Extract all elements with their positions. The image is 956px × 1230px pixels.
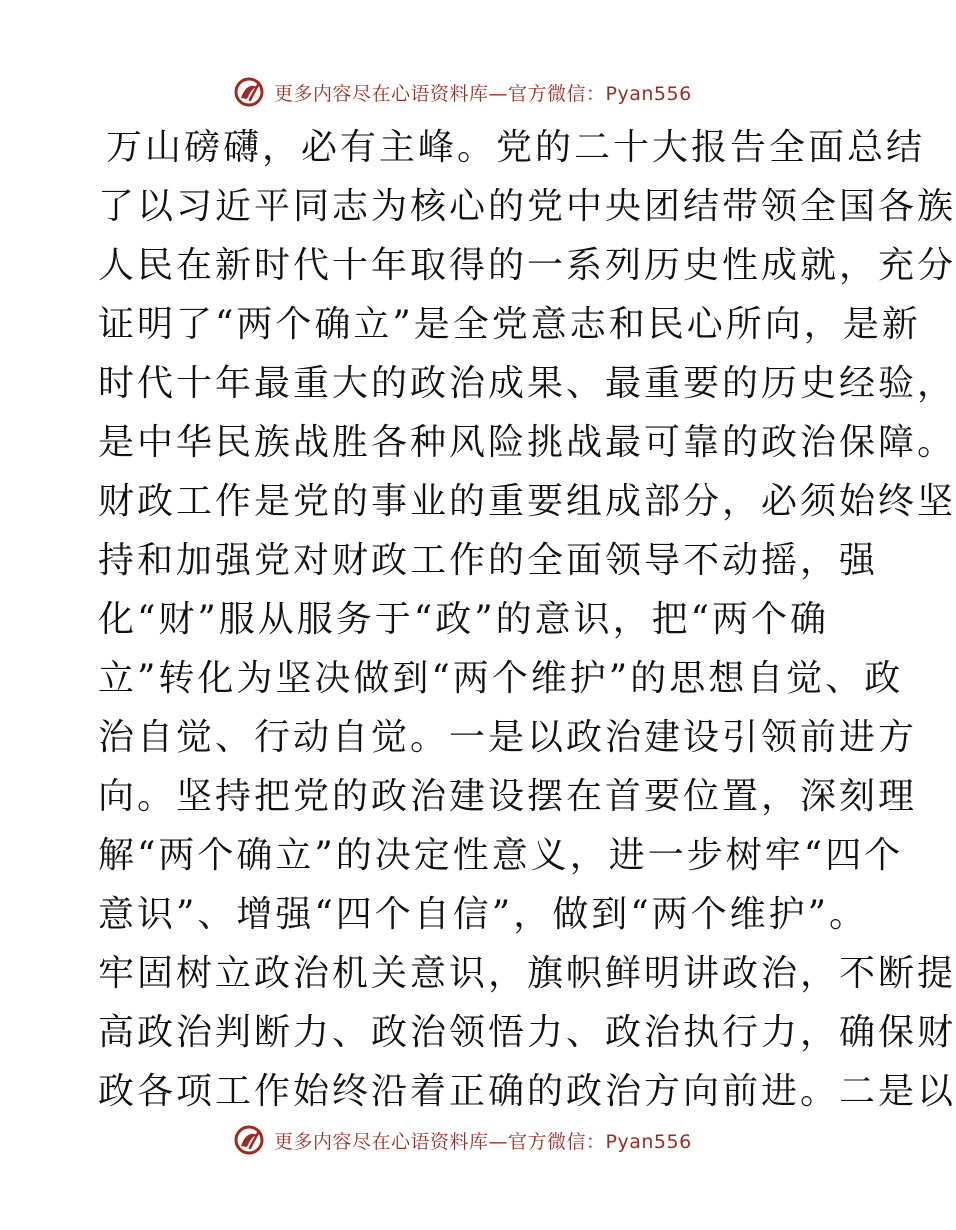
footer-banner-text: 更多内容尽在心语资料库—官方微信：Pyan556 [274,1130,692,1153]
document-line: 人民在新时代十年取得的一系列历史性成就，充分 [98,245,956,286]
red-brush-seal-icon [232,75,266,109]
document-line: 高政治判断力、政治领悟力、政治执行力，确保财 [98,1012,956,1053]
document-line: 化“财”服从服务于“政”的意识，把“两个确 [98,599,830,640]
document-line: 时代十年最重大的政治成果、最重要的历史经验， [98,363,956,404]
document-line: 治自觉、行动自觉。一是以政治建设引领前进方 [98,717,918,758]
document-line: 牢固树立政治机关意识，旗帜鲜明讲政治，不断提 [98,953,956,994]
document-line: 财政工作是党的事业的重要组成部分，必须始终坚 [98,481,956,522]
document-line: 万山磅礴，必有主峰。党的二十大报告全面总结 [106,127,926,168]
footer-banner [232,1120,752,1160]
header-banner [232,72,752,112]
red-brush-seal-icon [232,1123,266,1157]
document-line: 了以习近平同志为核心的党中央团结带领全国各族 [98,186,956,227]
document-line: 证明了“两个确立”是全党意志和民心所向，是新 [98,304,921,345]
document-line: 向。坚持把党的政治建设摆在首要位置，深刻理 [98,776,918,817]
document-line: 持和加强党对财政工作的全面领导不动摇，强 [98,540,879,581]
document-line: 政各项工作始终沿着正确的政治方向前进。二是以 [98,1071,956,1112]
document-line: 解“两个确立”的决定性意义，进一步树牢“四个 [98,835,904,876]
header-banner-text: 更多内容尽在心语资料库—官方微信：Pyan556 [274,82,692,105]
document-body [98,118,956,1123]
document-line: 意识”、增强“四个自信”，做到“两个维护”。 [98,894,869,935]
document-line: 立”转化为坚决做到“两个维护”的思想自觉、政 [98,658,904,699]
document-line: 是中华民族战胜各种风险挑战最可靠的政治保障。 [98,422,956,463]
